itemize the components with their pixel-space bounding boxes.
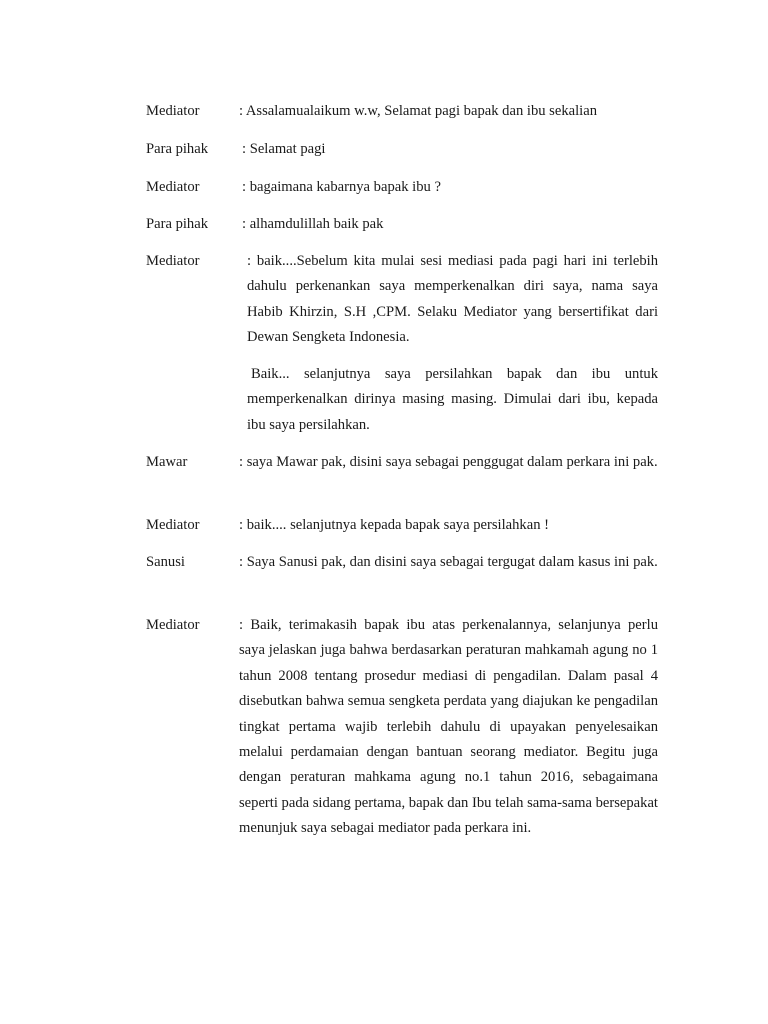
speaker-name: Sanusi — [146, 554, 185, 570]
dialogue-line — [146, 550, 658, 602]
dialogue-text: : alhamdulillah baik pak — [242, 216, 384, 232]
speaker-name: Mediator — [146, 617, 200, 633]
dialogue-text: : baik....Sebelum kita mulai sesi mediasi pada pagi hari ini terlebih dahulu perkenankan saya memperkenalkan diri saya, nama saya Habib Khirzin, S.H ,CPM. Selaku Mediator yang bersertifikat dari Dewan Sengketa Indonesia. — [247, 253, 658, 346]
dialogue-text: : Saya Sanusi pak, dan disini saya sebagai tergugat dalam kasus ini pak. — [239, 554, 658, 570]
speaker-name: Para pihak — [146, 141, 209, 157]
dialogue-line — [146, 613, 658, 873]
dialogue-text: : Assalamualaikum w.w, Selamat pagi bapak dan ibu sekalian — [239, 103, 597, 119]
dialogue-line — [146, 450, 658, 502]
dialogue-text: : bagaimana kabarnya bapak ibu ? — [242, 179, 441, 195]
dialogue-text: : baik.... selanjutnya kepada bapak saya persilahkan ! — [239, 517, 550, 533]
dialogue-line — [146, 175, 658, 200]
dialogue-line — [146, 513, 658, 538]
speaker-name: Mediator — [146, 179, 200, 195]
speaker-name: Mawar — [146, 454, 188, 470]
dialogue-text: : saya Mawar pak, disini saya sebagai penggugat dalam perkara ini pak. — [239, 454, 658, 470]
dialogue-text: : Selamat pagi — [242, 141, 326, 157]
speaker-name: Mediator — [146, 517, 200, 533]
dialogue-text: : Baik, terimakasih bapak ibu atas perkenalannya, selanjunya perlu saya jelaskan juga bahwa berdasarkan peraturan mahkamah agung no 1 tahun 2008 tentang prosedur mediasi di pengadilan. Dalam pasal 4 disebutkan bahwa semua sengketa perdata yang diajukan ke pengadilan tingkat pertama wajib terlebih dahulu di upayakan penyelesaikan melalui perdamaian dengan bantuan seorang mediator. Begitu juga dengan peraturan mahkama agung no.1 tahun 2016, sebagaimana seperti pada sidang pertama, bapak dan Ibu telah sama-sama bersepakat menunjuk saya sebagai mediator pada perkara ini. — [239, 617, 658, 837]
dialogue-line — [146, 99, 658, 124]
dialogue-line — [146, 249, 658, 439]
dialogue-line — [146, 137, 658, 162]
dialogue-line — [146, 212, 658, 237]
speaker-name: Mediator — [146, 103, 200, 119]
dialogue-continuation: Baik... selanjutnya saya persilahkan bapak dan ibu untuk memperkenalkan dirinya masing masing. Dimulai dari ibu, kepada ibu saya persilahkan. — [247, 366, 658, 433]
speaker-name: Mediator — [146, 253, 200, 269]
speaker-name: Para pihak — [146, 216, 209, 232]
